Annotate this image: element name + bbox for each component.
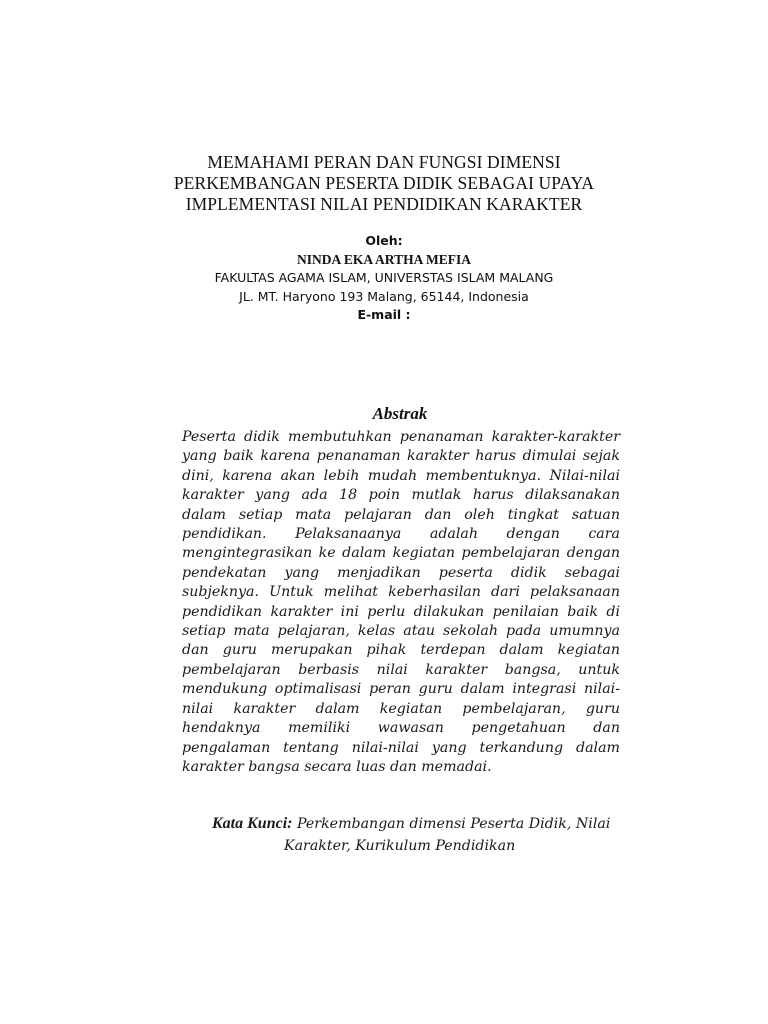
- title-line: IMPLEMENTASI NILAI PENDIDIKAN KARAKTER: [185, 194, 583, 214]
- abstract-heading: Abstrak: [372, 404, 428, 423]
- abstract-line: karakter yang ada 18 poin mutlak harus dilaksanakan: [182, 487, 620, 504]
- abstract-line: dan guru merupakan pihak terdepan dalam kegiatan: [182, 642, 620, 659]
- by-label: Oleh:: [365, 233, 403, 248]
- author-address: JL. MT. Haryono 193 Malang, 65144, Indonesia: [239, 288, 529, 304]
- title-line: MEMAHAMI PERAN DAN FUNGSI DIMENSI: [207, 152, 561, 172]
- keywords-line-2: Karakter, Kurikulum Pendidikan: [284, 838, 516, 854]
- abstract-line: mengintegrasikan ke dalam kegiatan pembelajaran dengan: [182, 545, 620, 562]
- abstract-line: pembelajaran berbasis nilai karakter bangsa, untuk: [182, 661, 620, 678]
- keywords: [212, 813, 652, 857]
- author-affiliation: FAKULTAS AGAMA ISLAM, UNIVERSTAS ISLAM MALANG: [214, 270, 554, 285]
- author-name: NINDA EKA ARTHA MEFIA: [297, 251, 471, 267]
- abstract-line: pengalaman tentang nilai-nilai yang terkandung dalam: [182, 739, 620, 756]
- abstract-body: [182, 428, 620, 777]
- author-block: [100, 232, 668, 325]
- abstract-line: mendukung optimalisasi peran guru dalam integrasi nilai-: [182, 681, 620, 698]
- abstract-line: karakter bangsa secara luas dan memadai.: [182, 758, 492, 775]
- title-line: PERKEMBANGAN PESERTA DIDIK SEBAGAI UPAYA: [173, 173, 595, 193]
- abstract-line: pendekatan yang menjadikan peserta didik sebagai: [182, 564, 620, 581]
- abstract-line: subjeknya. Untuk melihat keberhasilan dari pelaksanaan: [182, 584, 620, 601]
- abstract-line: yang baik karena penanaman karakter harus dimulai sejak: [182, 448, 620, 465]
- keywords-line-1: [212, 813, 652, 835]
- abstract-line: dalam setiap mata pelajaran dan oleh tingkat satuan: [182, 506, 620, 523]
- keywords-label: Kata Kunci:: [212, 815, 293, 832]
- abstract-line: dini, karena akan lebih mudah membentuknya. Nilai-nilai: [182, 467, 620, 484]
- email-label: E-mail :: [357, 307, 411, 322]
- abstract-line: hendaknya memiliki wawasan pengetahuan dan: [182, 720, 620, 737]
- keywords-text: Perkembangan dimensi Peserta Didik, Nilai: [296, 816, 611, 832]
- paper-title: [100, 152, 668, 215]
- abstract-line: pendidikan. Pelaksanaanya adalah dengan cara: [182, 526, 620, 543]
- abstract-line: setiap mata pelajaran, kelas atau sekolah pada umumnya: [182, 623, 620, 640]
- abstract-line: Peserta didik membutuhkan penanaman karakter-karakter: [182, 429, 620, 445]
- abstract-line: nilai karakter dalam kegiatan pembelajaran, guru: [182, 700, 620, 717]
- abstract-line: pendidikan karakter ini perlu dilakukan penilaian baik di: [182, 603, 620, 620]
